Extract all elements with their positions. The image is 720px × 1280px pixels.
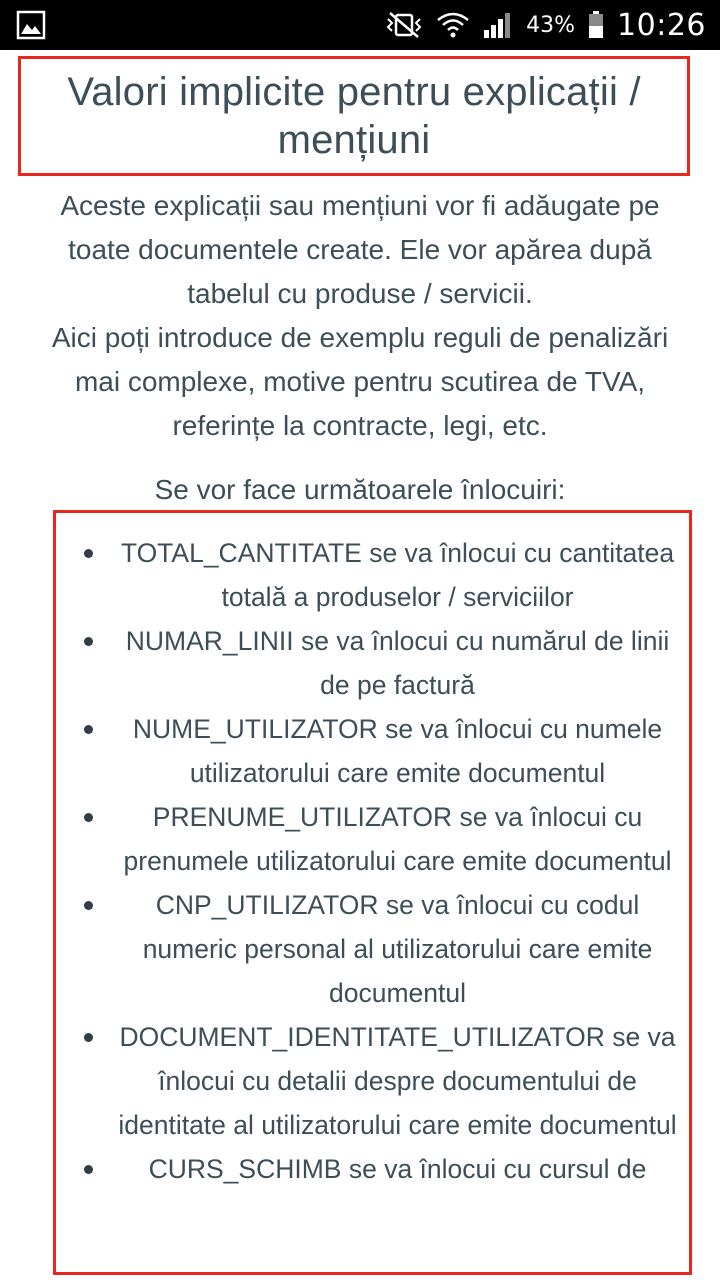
list-item-text: DOCUMENT_IDENTITATE_UTILIZATOR se va înlocui cu detalii despre documentului de identitate al utilizatorului care emite documentul [118,1022,677,1140]
list-item [56,1147,689,1191]
main-content [0,50,720,1280]
list-item-text: NUMAR_LINII se va înlocui cu numărul de linii de pe factură [125,626,670,700]
clock: 10:26 [617,7,706,43]
replacements-list [56,513,689,1191]
bullet-icon [76,619,100,663]
list-item [56,883,689,1015]
list-item [56,1015,689,1147]
replacements-highlight-box [53,510,692,1275]
list-item [56,619,689,707]
gallery-notification-icon [16,10,46,40]
bullet-icon [76,1147,100,1191]
status-bar [0,0,720,50]
mute-vibrate-icon [384,10,424,40]
replacements-heading: Se vor face următoarele înlocuiri: [154,474,566,505]
wifi-icon [436,10,470,40]
list-item-text: NUME_UTILIZATOR se va înlocui cu numele utilizatorului care emite documentul [132,714,663,788]
description [30,184,690,448]
list-item [56,707,689,795]
description-paragraph: Aici poți introduce de exemplu reguli de penalizări mai complexe, motive pentru scutirea de TVA, referințe la contracte, legi, etc. [51,322,669,441]
bullet-icon [76,1015,100,1059]
list-item [56,795,689,883]
list-item-text: CNP_UTILIZATOR se va înlocui cu codul numeric personal al utilizatorului care emite documentul [142,890,653,1008]
title-highlight-box [18,56,690,176]
battery-percent: 43% [526,12,576,38]
bullet-icon [76,795,100,839]
bullet-icon [76,707,100,751]
bullet-icon [76,883,100,927]
list-item [56,531,689,619]
list-item-text: PRENUME_UTILIZATOR se va înlocui cu prenumele utilizatorului care emite documentul [123,802,672,876]
list-item-text: CURS_SCHIMB se va înlocui cu cursul de [148,1154,647,1184]
page-title: Valori implicite pentru explicații / mențiuni [67,70,641,162]
bullet-icon [76,531,100,575]
cell-signal-icon [482,10,514,40]
description-paragraph: Aceste explicații sau mențiuni vor fi adăugate pe toate documentele create. Ele vor apărea după tabelul cu produse / servicii. [60,190,660,309]
list-item-text: TOTAL_CANTITATE se va înlocui cu cantitatea totală a produselor / serviciilor [120,538,675,612]
battery-icon [587,10,605,40]
